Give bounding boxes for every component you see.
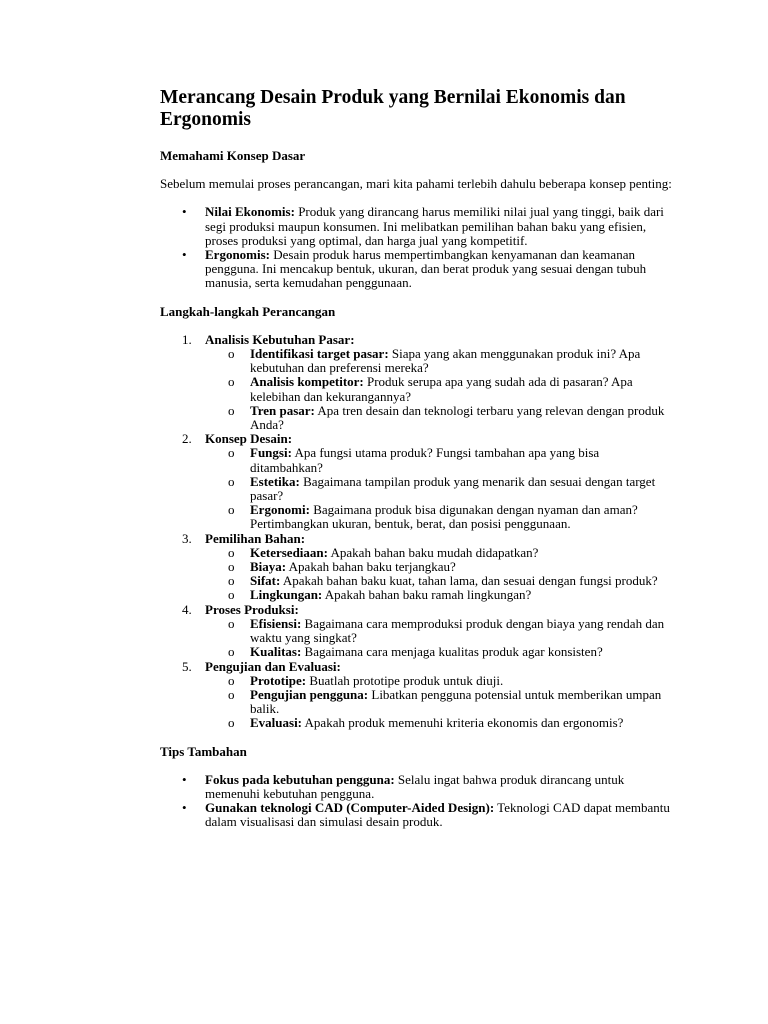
- concept-list: [160, 205, 672, 290]
- step-title: Konsep Desain:: [205, 431, 293, 447]
- circle-bullet-icon: o: [228, 346, 235, 362]
- circle-bullet-icon: o: [228, 502, 235, 518]
- item-term: Kualitas:: [250, 644, 302, 660]
- list-item: [160, 248, 672, 291]
- sub-item: [205, 560, 672, 574]
- item-term: Lingkungan:: [250, 587, 323, 603]
- steps-list: [160, 333, 672, 731]
- item-term: Sifat:: [250, 573, 281, 589]
- circle-bullet-icon: o: [228, 644, 235, 660]
- sub-item: [205, 475, 672, 503]
- circle-bullet-icon: o: [228, 473, 235, 489]
- list-item: [160, 773, 672, 801]
- circle-bullet-icon: o: [228, 402, 235, 418]
- item-term: Tren pasar:: [250, 402, 315, 418]
- sub-item: [205, 347, 672, 375]
- circle-bullet-icon: o: [228, 374, 235, 390]
- circle-bullet-icon: o: [228, 445, 235, 461]
- item-text: Desain produk harus mempertimbangkan kenyamanan dan keamanan pengguna. Ini mencakup bentuk, ukuran, dan berat produk yang sesuai dengan tubuh manusia, serta kemudahan penggunaan.: [205, 247, 647, 291]
- item-term: Ketersediaan:: [250, 544, 328, 560]
- document-title: Merancang Desain Produk yang Bernilai Ekonomis dan Ergonomis: [160, 87, 626, 130]
- item-term: Gunakan teknologi CAD (Computer-Aided Design):: [205, 800, 495, 816]
- step-item: [160, 432, 672, 531]
- item-term: Ergonomi:: [250, 502, 310, 518]
- item-text: Apakah bahan baku kuat, tahan lama, dan sesuai dengan fungsi produk?: [280, 573, 658, 589]
- sub-list: [205, 347, 672, 432]
- sub-item: [205, 503, 672, 531]
- item-text: Apa fungsi utama produk? Fungsi tambahan apa yang bisa ditambahkan?: [250, 445, 600, 475]
- step-title: Proses Produksi:: [205, 601, 299, 617]
- item-term: Ergonomis:: [205, 247, 270, 263]
- item-term: Pengujian pengguna:: [250, 686, 369, 702]
- sub-list: [205, 674, 672, 731]
- item-text: Siapa yang akan menggunakan produk ini? Apa kebutuhan dan preferensi mereka?: [250, 346, 641, 376]
- item-term: Fokus pada kebutuhan pengguna:: [205, 771, 395, 787]
- step-number: 4.: [182, 601, 192, 617]
- sub-item: [205, 688, 672, 716]
- sub-list: [205, 446, 672, 531]
- step-number: 1.: [182, 331, 192, 347]
- item-term: Biaya:: [250, 559, 287, 575]
- step-title: Pemilihan Bahan:: [205, 530, 306, 546]
- circle-bullet-icon: o: [228, 587, 235, 603]
- item-term: Fungsi:: [250, 445, 292, 461]
- item-term: Prototipe:: [250, 672, 307, 688]
- item-text: Bagaimana cara menjaga kualitas produk agar konsisten?: [301, 644, 603, 660]
- item-text: Apa tren desain dan teknologi terbaru yang relevan dengan produk Anda?: [250, 402, 665, 433]
- document-page: [160, 87, 672, 844]
- item-text: Produk yang dirancang harus memiliki nilai jual yang tinggi, baik dari segi produksi maupun konsumen. Ini melibatkan pemilihan bahan baku yang efisien, proses produksi yang optimal, dan harga jual yang kompetitif.: [205, 204, 664, 248]
- item-text: Bagaimana produk bisa digunakan dengan nyaman dan aman? Pertimbangkan ukuran, bentuk, berat, dan posisi penggunaan.: [250, 502, 638, 532]
- step-item: [160, 532, 672, 603]
- step-item: [160, 603, 672, 660]
- item-term: Estetika:: [250, 473, 300, 489]
- section-heading-steps: Langkah-langkah Perancangan: [160, 303, 336, 319]
- item-term: Evaluasi:: [250, 715, 303, 731]
- section-intro: Sebelum memulai proses perancangan, mari kita pahami terlebih dahulu beberapa konsep penting:: [160, 176, 672, 192]
- circle-bullet-icon: o: [228, 544, 235, 560]
- item-term: Efisiensi:: [250, 615, 302, 631]
- sub-item: [205, 546, 672, 560]
- item-term: Identifikasi target pasar:: [250, 346, 389, 362]
- step-number: 3.: [182, 530, 192, 546]
- sub-item: [205, 574, 672, 588]
- item-text: Produk serupa apa yang sudah ada di pasaran? Apa kelebihan dan kekurangannya?: [250, 374, 633, 404]
- item-term: Analisis kompetitor:: [250, 374, 364, 390]
- circle-bullet-icon: o: [228, 573, 235, 589]
- step-number: 5.: [182, 658, 192, 674]
- list-item: [160, 205, 672, 248]
- item-text: Apakah bahan baku terjangkau?: [286, 559, 456, 575]
- item-text: Apakah produk memenuhi kriteria ekonomis dan ergonomis?: [302, 715, 624, 731]
- sub-list: [205, 617, 672, 660]
- sub-item: [205, 645, 672, 659]
- step-item: [160, 660, 672, 731]
- item-text: Selalu ingat bahwa produk dirancang untuk memenuhi kebutuhan pengguna.: [205, 771, 625, 801]
- item-text: Bagaimana cara memproduksi produk dengan biaya yang rendah dan waktu yang singkat?: [250, 615, 665, 646]
- sub-item: [205, 674, 672, 688]
- tips-list: [160, 773, 672, 830]
- sub-list: [205, 546, 672, 603]
- list-item: [160, 801, 672, 829]
- item-text: Libatkan pengguna potensial untuk memberikan umpan balik.: [250, 686, 662, 717]
- item-text: Apakah bahan baku mudah didapatkan?: [327, 544, 539, 560]
- sub-item: [205, 617, 672, 645]
- circle-bullet-icon: o: [228, 686, 235, 702]
- item-text: Bagaimana tampilan produk yang menarik dan sesuai dengan target pasar?: [250, 473, 656, 504]
- sub-item: [205, 716, 672, 730]
- section-heading-concepts: Memahami Konsep Dasar: [160, 148, 306, 163]
- item-text: Apakah bahan baku ramah lingkungan?: [322, 587, 532, 603]
- step-item: [160, 333, 672, 432]
- sub-item: [205, 375, 672, 403]
- sub-item: [205, 404, 672, 432]
- item-text: Buatlah prototipe produk untuk diuji.: [306, 672, 504, 688]
- circle-bullet-icon: o: [228, 672, 235, 688]
- item-text: Teknologi CAD dapat membantu dalam visualisasi dan simulasi desain produk.: [205, 800, 670, 830]
- step-number: 2.: [182, 431, 192, 447]
- sub-item: [205, 588, 672, 602]
- circle-bullet-icon: o: [228, 559, 235, 575]
- circle-bullet-icon: o: [228, 615, 235, 631]
- circle-bullet-icon: o: [228, 715, 235, 731]
- item-term: Nilai Ekonomis:: [205, 204, 295, 220]
- sub-item: [205, 446, 672, 474]
- step-title: Pengujian dan Evaluasi:: [205, 658, 341, 674]
- section-heading-tips: Tips Tambahan: [160, 743, 247, 759]
- step-title: Analisis Kebutuhan Pasar:: [205, 331, 355, 347]
